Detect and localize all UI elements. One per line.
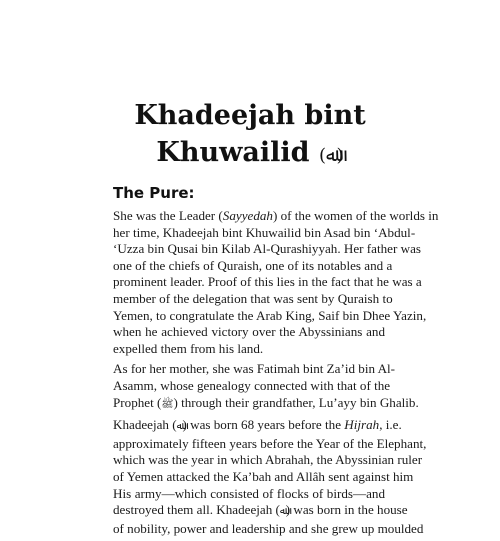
text-line: of nobility, power and leadership and she grew up moulded [113, 520, 424, 536]
text-line: approximately fifteen years before the Year of the Elephant, [113, 435, 427, 451]
text-line [113, 502, 408, 521]
text-line: prominent leader. Proof of this lies in the fact that he was a [113, 274, 422, 290]
body-text [113, 208, 439, 541]
honorific-glyph: ﷲ [176, 421, 183, 433]
italic-term: Hijrah [344, 417, 380, 433]
text-line: member of the delegation that was sent by Quraish to [113, 290, 393, 306]
text-run: Khadeejah ( [113, 417, 177, 433]
page-title-line-2 [0, 137, 500, 168]
text-run: ) was born 68 years before the [182, 417, 345, 433]
text-run: ) was born in the house [285, 502, 408, 518]
text-line: expelled them from his land. [113, 340, 264, 356]
honorific-glyph: ﷺ [161, 398, 174, 410]
text-line [113, 394, 419, 414]
text-line: of Yemen attacked the Ka’bah and Allâh sent against him [113, 468, 414, 484]
text-line: Asamm, whose genealogy connected with that of the [113, 377, 391, 393]
page-title-line-1: Khadeejah bint [134, 100, 366, 131]
text-run: ) through their grandfather, Lu’ayy bin Ghalib. [173, 394, 419, 410]
text-line: her time, Khadeejah bint Khuwailid bin Asad bin ‘Abdul- [113, 224, 416, 240]
text-run: She was the Leader ( [113, 208, 223, 223]
text-line: His army—which consisted of flocks of birds—and [113, 485, 385, 501]
italic-term: Sayyedah [222, 208, 273, 223]
text-line [113, 208, 439, 225]
text-line [113, 417, 402, 436]
honorific-glyph: (ﷲ) [318, 145, 344, 166]
paragraph-3 [113, 417, 427, 537]
text-line: Yemen, to congratulate the Arab King, Saif bin Dhee Yazin, [113, 307, 427, 323]
text-run: Prophet ( [113, 394, 162, 410]
text-line: which was the year in which Abrahah, the Abyssinian ruler [113, 452, 423, 468]
title-name: Khuwailid [156, 137, 310, 168]
text-line: As for her mother, she was Fatimah bint Za’id bin Al- [113, 361, 396, 377]
text-run: destroyed them all. Khadeejah ( [113, 502, 280, 518]
text-run: ) of the women of the worlds in [272, 208, 439, 223]
section-heading: The Pure: [113, 184, 195, 202]
honorific-glyph: ﷲ [279, 506, 286, 518]
text-line: ‘Uzza bin Qusai bin Kilab Al-Qurashiyyah. Her father was [113, 241, 421, 257]
paragraph-1 [113, 208, 439, 357]
paragraph-2 [113, 361, 419, 413]
text-run: , i.e. [379, 417, 402, 433]
text-line: one of the chiefs of Quraish, one of its notables and a [113, 257, 393, 273]
text-line: when he achieved victory over the Abyssinians and [113, 324, 385, 340]
